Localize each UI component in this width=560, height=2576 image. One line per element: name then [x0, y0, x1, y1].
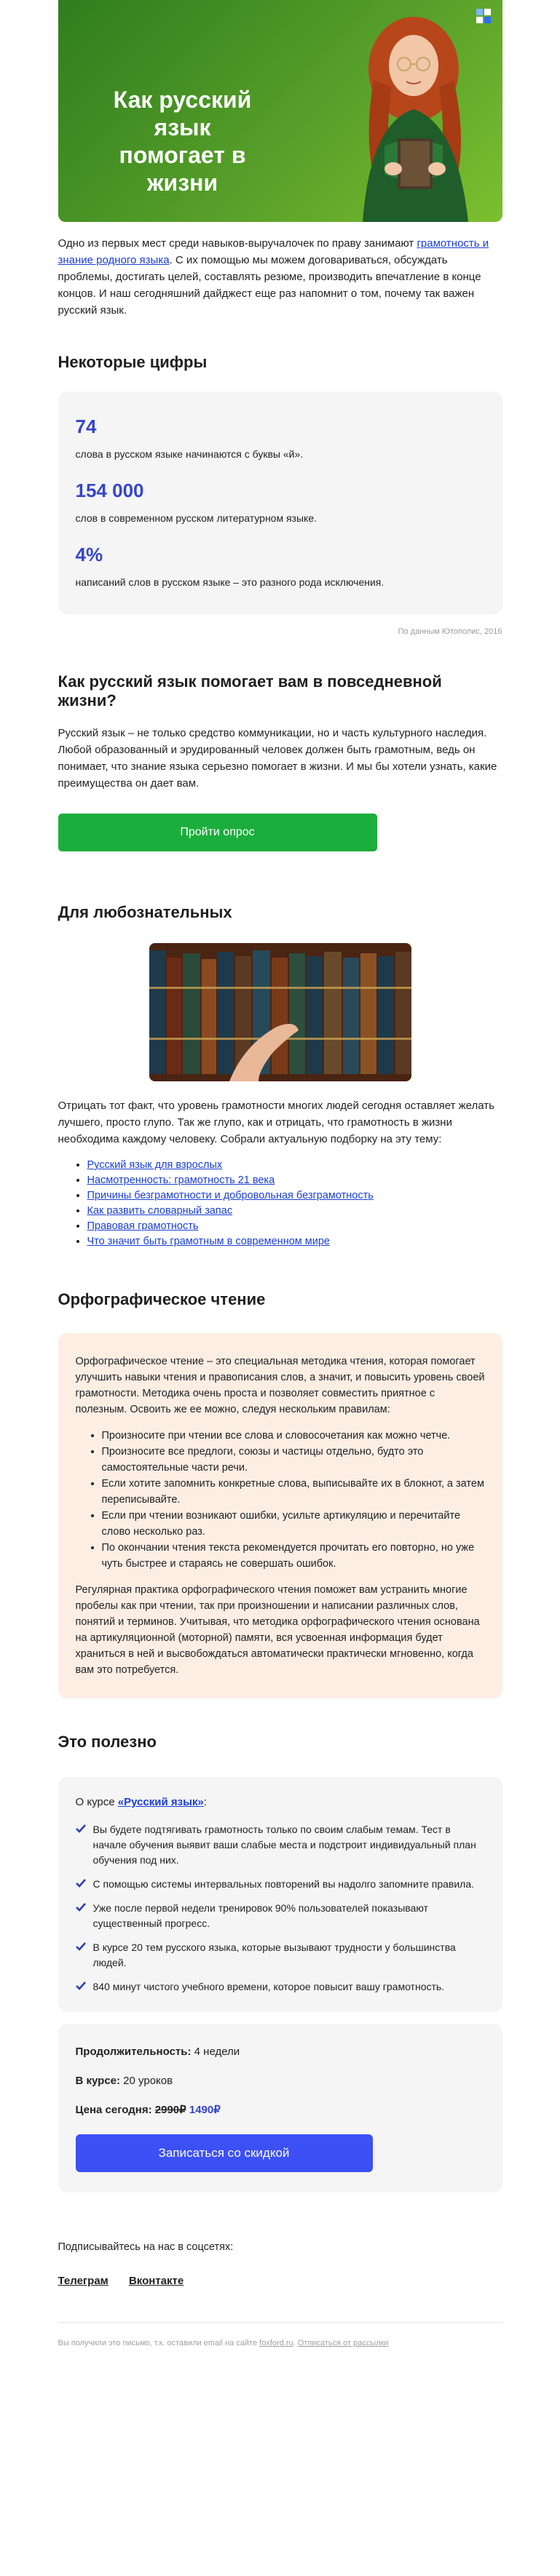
benefit-item: Вы будете подтягивать грамотность только по своим слабым темам. Тест в начале обучения выявит ваши слабые места и подстроит индивидуальный план обучения под них. [76, 1822, 485, 1868]
duration-row: Продолжительность: 4 недели [75, 2046, 240, 2058]
benefit-item: В курсе 20 тем русского языка, которые вызывают трудности у большинства людей. [76, 1940, 485, 1971]
unsubscribe-link[interactable]: Отписаться от рассылки [297, 2339, 389, 2348]
list-item [87, 1234, 502, 1249]
number-value: 74 [75, 416, 97, 437]
number-text: написаний слов в русском языке – это разного рода исключения. [75, 576, 384, 588]
list-item [87, 1173, 502, 1188]
list-item: • По окончании чтения текста рекомендуется прочитать его повторно, но уже чуть быстрее и стараясь не совершать ошибок. [102, 1540, 485, 1572]
numbers-card [58, 391, 502, 614]
number-value: 4% [75, 544, 103, 565]
course-price-card [58, 2024, 502, 2193]
footer: Вы получили это письмо, т.к. оставили email на сайте foxford.ru. Отписаться от рассылки [58, 2322, 502, 2348]
new-price: 1490₽ [189, 2104, 221, 2116]
bookshelf-image [149, 943, 411, 1081]
hero-banner [58, 0, 502, 222]
social-links [58, 2275, 502, 2287]
article-link[interactable]: Причины безграмотности и добровольная безграмотность [87, 1190, 374, 1201]
check-icon [76, 1878, 86, 1888]
list-item [87, 1219, 502, 1233]
list-item: • Произносите при чтении все слова и словосочетания как можно четче. [102, 1428, 485, 1444]
curious-title: Для любознательных [58, 903, 232, 921]
price-row: Цена сегодня: 2990₽ 1490₽ [75, 2104, 221, 2116]
site-link[interactable]: foxford.ru [259, 2339, 293, 2348]
check-icon [76, 1824, 86, 1834]
curious-text: Отрицать тот факт, что уровень грамотности многих людей сегодня оставляет желать лучшего, просто глупо. Так же глупо, как и отрицать, что грамотность в жизни необходима каждому человеку. Собрали актуальную подборку на эту тему: [58, 1100, 494, 1145]
article-link[interactable]: Насмотренность: грамотность 21 века [87, 1174, 275, 1186]
list-item: • Если при чтении возникают ошибки, усильте артикуляцию и перечитайте слово несколько раз. [102, 1508, 485, 1540]
article-link[interactable]: Что значит быть грамотным в современном мире [87, 1236, 330, 1247]
numbers-title: Некоторые цифры [58, 353, 208, 371]
list-item [87, 1204, 502, 1218]
enroll-discount-button[interactable]: Записаться со скидкой [76, 2134, 373, 2172]
vk-link[interactable]: Вконтакте [128, 2275, 184, 2287]
number-item [76, 543, 485, 589]
list-item: • Произносите все предлоги, союзы и частицы отдельно, будто это самостоятельные части речи. [102, 1444, 485, 1476]
list-item: • Если хотите запомнить конкретные слова, выписывайте их в блокнот, а затем переписывайте. [102, 1476, 485, 1508]
numbers-source: По данным Ютополис, 2016 [398, 627, 502, 636]
benefit-item: С помощью системы интервальных повторений вы надолго запомните правила. [76, 1877, 485, 1892]
survey-title: Как русский язык помогает вам в повседневной жизни? [58, 672, 442, 709]
article-link[interactable]: Русский язык для взрослых [87, 1159, 223, 1171]
useful-title: Это полезно [58, 1733, 157, 1751]
ortho-intro: Орфографическое чтение – это специальная методика чтения, которая помогает улучшить навыки чтения и правописания слов, а значит, и повысить уровень своей грамотности. Методика очень проста и позволяет совместить приятное с полезным. Освоить же ее можно, следуя нескольким правилам: [75, 1356, 485, 1415]
intro-paragraph: Одно из первых мест среди навыков-выручалочек по праву занимают грамотность и знание родного языка. С их помощью мы можем договариваться, обсуждать проблемы, достигать целей, составлять резюме, производить впечатление в конце концов. И наш сегодняшний дайджест еще раз напомнит о том, почему так важен русский язык. [58, 237, 489, 317]
literacy-link[interactable]: грамотность и знание родного языка [58, 237, 489, 266]
course-benefits-card [58, 1777, 502, 2012]
number-item [76, 415, 485, 461]
ortho-title: Орфографическое чтение [58, 1290, 266, 1308]
girl-with-book-illustration [334, 0, 486, 222]
ortho-outro: Регулярная практика орфографического чтения поможет вам устранить многие пробелы как при чтении, так при произношении и написании различных слов, понятий и терминов. Учитывая, что методика орфографического чтения основана на артикуляционной (моторной) памяти, вся усвоенная информация будет храниться в ней и высвобождаться автоматически практически мгновенно, когда вам это потребуется. [75, 1584, 480, 1676]
benefit-item: 840 минут чистого учебного времени, которое повысит вашу грамотность. [76, 1979, 485, 1995]
ortho-card [58, 1333, 502, 1698]
number-item [76, 479, 485, 525]
benefit-item: Уже после первой недели тренировок 90% пользователей показывают существенный прогресс. [76, 1901, 485, 1931]
number-text: слов в современном русском литературном языке. [75, 512, 317, 524]
check-icon [76, 1941, 86, 1952]
hero-title: Как русский язык помогает в жизни [113, 87, 252, 196]
check-icon [76, 1981, 86, 1991]
course-link[interactable]: «Русский язык» [117, 1796, 204, 1808]
number-value: 154 000 [75, 480, 144, 501]
curious-links-list [58, 1158, 502, 1249]
article-link[interactable]: Правовая грамотность [87, 1220, 199, 1232]
bookshelf-illustration [149, 943, 411, 1081]
social-text: Подписывайтесь на нас в соцсетях: [58, 2241, 234, 2253]
list-item [87, 1158, 502, 1172]
number-text: слова в русском языке начинаются с буквы «й». [75, 448, 304, 460]
course-line: О курсе «Русский язык»: [75, 1796, 207, 1808]
check-icon [76, 1902, 86, 1912]
telegram-link[interactable]: Телеграм [58, 2275, 109, 2287]
old-price: 2990₽ [154, 2104, 186, 2116]
take-survey-button[interactable]: Пройти опрос [58, 814, 377, 851]
article-link[interactable]: Как развить словарный запас [87, 1205, 233, 1217]
ortho-rules-list [76, 1428, 485, 1572]
lessons-row: В курсе: 20 уроков [75, 2075, 173, 2087]
list-item [87, 1188, 502, 1203]
survey-text: Русский язык – не только средство коммуникации, но и часть культурного наследия. Любой образованный и эрудированный человек должен быть грамотным, ведь он понимает, что знание языка серьезно помогает в жизни. И мы бы хотели узнать, какие преимущества он дает вам. [58, 727, 497, 790]
